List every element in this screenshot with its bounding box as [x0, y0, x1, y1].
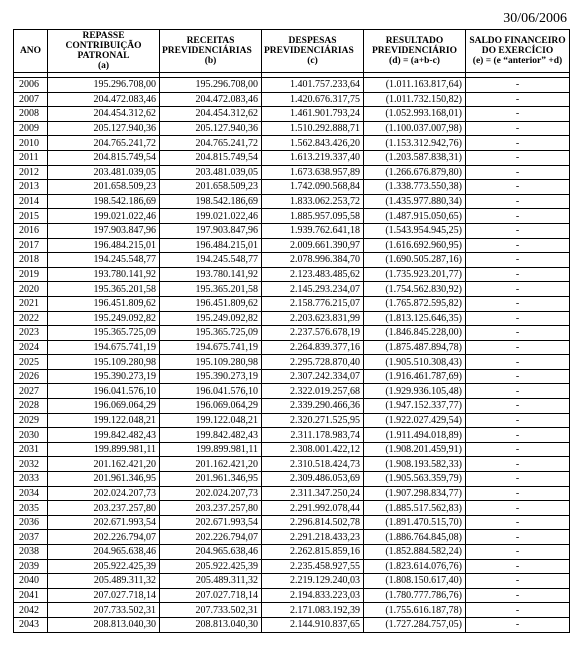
cell-receitas: 199.021.022,46: [160, 209, 262, 224]
cell-repasse: 195.390.273,19: [48, 369, 160, 384]
cell-repasse: 201.961.346,95: [48, 472, 160, 487]
cell-saldo: -: [466, 296, 570, 311]
projection-table: [13, 29, 570, 633]
header-despesas-line1: DESPESAS: [288, 36, 337, 46]
cell-repasse: 195.365.201,58: [48, 282, 160, 297]
cell-ano: 2018: [14, 253, 48, 268]
cell-saldo: -: [466, 428, 570, 443]
table-row: [14, 384, 570, 399]
header-despesas-line2: PREVIDENCIÁRIAS: [264, 46, 354, 56]
cell-receitas: 196.451.809,62: [160, 296, 262, 311]
cell-receitas: 198.542.186,69: [160, 194, 262, 209]
cell-saldo: -: [466, 267, 570, 282]
cell-despesas: 2.009.661.390,97: [262, 238, 364, 253]
cell-repasse: 203.237.257,80: [48, 501, 160, 516]
cell-despesas: 2.123.483.485,62: [262, 267, 364, 282]
cell-repasse: 195.296.708,00: [48, 78, 160, 93]
cell-resultado: (1.947.152.337,77): [364, 399, 466, 414]
cell-saldo: -: [466, 136, 570, 151]
cell-ano: 2016: [14, 223, 48, 238]
cell-repasse: 202.226.794,07: [48, 530, 160, 545]
cell-receitas: 204.815.749,54: [160, 150, 262, 165]
cell-resultado: (1.100.037.007,98): [364, 121, 466, 136]
cell-resultado: (1.543.954.945,25): [364, 223, 466, 238]
cell-resultado: (1.823.614.076,76): [364, 559, 466, 574]
table-row: [14, 603, 570, 618]
cell-resultado: (1.616.692.960,95): [364, 238, 466, 253]
cell-saldo: -: [466, 588, 570, 603]
cell-repasse: 204.765.241,72: [48, 136, 160, 151]
cell-resultado: (1.735.923.201,77): [364, 267, 466, 282]
cell-receitas: 196.069.064,29: [160, 399, 262, 414]
cell-saldo: -: [466, 384, 570, 399]
cell-resultado: (1.905.510.308,43): [364, 355, 466, 370]
cell-repasse: 204.454.312,62: [48, 107, 160, 122]
header-saldo-line3: (e) = (e “anterior” +d): [472, 56, 563, 66]
table-row: [14, 136, 570, 151]
cell-ano: 2021: [14, 296, 48, 311]
table-row: [14, 530, 570, 545]
cell-repasse: 201.162.421,20: [48, 457, 160, 472]
header-ano: ANO: [14, 30, 48, 73]
cell-saldo: -: [466, 442, 570, 457]
cell-despesas: 2.291.992.078,44: [262, 501, 364, 516]
cell-repasse: 197.903.847,96: [48, 223, 160, 238]
header-resultado-line2: PREVIDENCIÁRIO: [372, 46, 457, 56]
cell-receitas: 202.671.993,54: [160, 515, 262, 530]
table-row: [14, 150, 570, 165]
cell-despesas: 1.833.062.253,72: [262, 194, 364, 209]
cell-despesas: 1.885.957.095,58: [262, 209, 364, 224]
table-row: [14, 515, 570, 530]
cell-saldo: -: [466, 311, 570, 326]
table-row: [14, 442, 570, 457]
cell-saldo: -: [466, 180, 570, 195]
cell-despesas: 2.219.129.240,03: [262, 574, 364, 589]
cell-resultado: (1.907.298.834,77): [364, 486, 466, 501]
table-row: [14, 78, 570, 93]
cell-receitas: 201.658.509,23: [160, 180, 262, 195]
cell-receitas: 195.365.201,58: [160, 282, 262, 297]
cell-repasse: 195.249.092,82: [48, 311, 160, 326]
cell-despesas: 1.673.638.957,89: [262, 165, 364, 180]
cell-ano: 2036: [14, 515, 48, 530]
table-row: [14, 486, 570, 501]
cell-resultado: (1.908.193.582,33): [364, 457, 466, 472]
report-date: 30/06/2006: [503, 11, 567, 26]
cell-repasse: 193.780.141,92: [48, 267, 160, 282]
cell-resultado: (1.886.764.845,08): [364, 530, 466, 545]
table-row: [14, 267, 570, 282]
cell-despesas: 2.311.347.250,24: [262, 486, 364, 501]
cell-resultado: (1.891.470.515,70): [364, 515, 466, 530]
cell-resultado: (1.487.915.050,65): [364, 209, 466, 224]
header-despesas: [262, 30, 364, 73]
cell-repasse: 198.542.186,69: [48, 194, 160, 209]
cell-repasse: 196.484.215,01: [48, 238, 160, 253]
table-row: [14, 209, 570, 224]
cell-receitas: 205.489.311,32: [160, 574, 262, 589]
cell-saldo: -: [466, 253, 570, 268]
cell-ano: 2042: [14, 603, 48, 618]
cell-ano: 2040: [14, 574, 48, 589]
cell-repasse: 199.899.981,11: [48, 442, 160, 457]
table-row: [14, 369, 570, 384]
cell-repasse: 199.122.048,21: [48, 413, 160, 428]
header-saldo-line2: DO EXERCÍCIO: [481, 46, 554, 56]
cell-repasse: 199.021.022,46: [48, 209, 160, 224]
header-saldo-line1: SALDO FINANCEIRO: [469, 36, 566, 46]
cell-resultado: (1.922.027.429,54): [364, 413, 466, 428]
cell-ano: 2035: [14, 501, 48, 516]
cell-ano: 2032: [14, 457, 48, 472]
cell-repasse: 196.451.809,62: [48, 296, 160, 311]
cell-repasse: 207.027.718,14: [48, 588, 160, 603]
cell-receitas: 205.127.940,36: [160, 121, 262, 136]
cell-ano: 2033: [14, 472, 48, 487]
header-despesas-line3: (c): [307, 56, 318, 66]
table-row: [14, 92, 570, 107]
cell-repasse: 199.842.482,43: [48, 428, 160, 443]
cell-ano: 2017: [14, 238, 48, 253]
cell-despesas: 2.237.576.678,19: [262, 326, 364, 341]
cell-receitas: 207.027.718,14: [160, 588, 262, 603]
cell-saldo: -: [466, 340, 570, 355]
cell-ano: 2023: [14, 326, 48, 341]
header-resultado-line3: (d) = (a+b-c): [389, 56, 440, 66]
cell-saldo: -: [466, 617, 570, 632]
cell-resultado: (1.435.977.880,34): [364, 194, 466, 209]
cell-saldo: -: [466, 121, 570, 136]
header-repasse-line4: (a): [97, 61, 110, 71]
header-receitas-line1: RECEITAS: [186, 36, 235, 46]
header-resultado-line1: RESULTADO: [385, 36, 444, 46]
cell-receitas: 199.122.048,21: [160, 413, 262, 428]
cell-despesas: 1.510.292.888,71: [262, 121, 364, 136]
cell-saldo: -: [466, 501, 570, 516]
cell-repasse: 204.815.749,54: [48, 150, 160, 165]
cell-saldo: -: [466, 165, 570, 180]
cell-receitas: 195.296.708,00: [160, 78, 262, 93]
cell-ano: 2010: [14, 136, 48, 151]
cell-receitas: 194.675.741,19: [160, 340, 262, 355]
cell-receitas: 194.245.548,77: [160, 253, 262, 268]
cell-repasse: 204.965.638,46: [48, 545, 160, 560]
table-row: [14, 253, 570, 268]
cell-despesas: 1.461.901.793,24: [262, 107, 364, 122]
cell-receitas: 203.237.257,80: [160, 501, 262, 516]
cell-ano: 2024: [14, 340, 48, 355]
cell-despesas: 2.309.486.053,69: [262, 472, 364, 487]
cell-receitas: 207.733.502,31: [160, 603, 262, 618]
cell-saldo: -: [466, 150, 570, 165]
cell-receitas: 208.813.040,30: [160, 617, 262, 632]
cell-ano: 2022: [14, 311, 48, 326]
table-row: [14, 107, 570, 122]
table-row: [14, 472, 570, 487]
header-repasse-line3: PATRONAL: [77, 51, 130, 61]
cell-ano: 2008: [14, 107, 48, 122]
table-body: [14, 73, 570, 633]
cell-resultado: (1.808.150.617,40): [364, 574, 466, 589]
cell-ano: 2041: [14, 588, 48, 603]
table-row: [14, 165, 570, 180]
cell-despesas: 1.401.757.233,64: [262, 78, 364, 93]
cell-saldo: -: [466, 369, 570, 384]
cell-repasse: 196.041.576,10: [48, 384, 160, 399]
header-saldo: [466, 30, 570, 73]
table-row: [14, 238, 570, 253]
cell-resultado: (1.916.461.787,69): [364, 369, 466, 384]
table-row: [14, 559, 570, 574]
cell-repasse: 205.489.311,32: [48, 574, 160, 589]
cell-saldo: -: [466, 399, 570, 414]
table-row: [14, 501, 570, 516]
cell-resultado: (1.153.312.942,76): [364, 136, 466, 151]
cell-ano: 2025: [14, 355, 48, 370]
cell-receitas: 203.481.039,05: [160, 165, 262, 180]
cell-saldo: -: [466, 355, 570, 370]
cell-repasse: 195.109.280,98: [48, 355, 160, 370]
table-row: [14, 428, 570, 443]
cell-saldo: -: [466, 209, 570, 224]
cell-saldo: -: [466, 282, 570, 297]
cell-saldo: -: [466, 78, 570, 93]
cell-receitas: 193.780.141,92: [160, 267, 262, 282]
cell-despesas: 2.310.518.424,73: [262, 457, 364, 472]
cell-saldo: -: [466, 472, 570, 487]
cell-resultado: (1.908.201.459,91): [364, 442, 466, 457]
header-receitas: [160, 30, 262, 73]
cell-receitas: 196.041.576,10: [160, 384, 262, 399]
cell-saldo: -: [466, 515, 570, 530]
cell-ano: 2029: [14, 413, 48, 428]
cell-despesas: 1.420.676.317,75: [262, 92, 364, 107]
cell-ano: 2014: [14, 194, 48, 209]
cell-receitas: 195.390.273,19: [160, 369, 262, 384]
table-row: [14, 574, 570, 589]
cell-resultado: (1.203.587.838,31): [364, 150, 466, 165]
cell-ano: 2019: [14, 267, 48, 282]
cell-ano: 2020: [14, 282, 48, 297]
cell-receitas: 195.365.725,09: [160, 326, 262, 341]
cell-receitas: 195.109.280,98: [160, 355, 262, 370]
cell-resultado: (1.727.284.757,05): [364, 617, 466, 632]
cell-resultado: (1.338.773.550,38): [364, 180, 466, 195]
table-row: [14, 617, 570, 632]
table-row: [14, 413, 570, 428]
cell-saldo: -: [466, 326, 570, 341]
cell-receitas: 204.965.638,46: [160, 545, 262, 560]
cell-receitas: 201.961.346,95: [160, 472, 262, 487]
table-row: [14, 296, 570, 311]
cell-resultado: (1.813.125.646,35): [364, 311, 466, 326]
cell-despesas: 2.145.293.234,07: [262, 282, 364, 297]
cell-saldo: -: [466, 559, 570, 574]
cell-resultado: (1.929.936.105,48): [364, 384, 466, 399]
cell-receitas: 204.472.083,46: [160, 92, 262, 107]
cell-repasse: 207.733.502,31: [48, 603, 160, 618]
cell-saldo: -: [466, 457, 570, 472]
cell-receitas: 201.162.421,20: [160, 457, 262, 472]
cell-receitas: 199.842.482,43: [160, 428, 262, 443]
table-row: [14, 194, 570, 209]
cell-ano: 2031: [14, 442, 48, 457]
cell-despesas: 2.203.623.831,99: [262, 311, 364, 326]
cell-saldo: -: [466, 223, 570, 238]
cell-despesas: 2.311.178.983,74: [262, 428, 364, 443]
table-row: [14, 399, 570, 414]
cell-resultado: (1.266.676.879,80): [364, 165, 466, 180]
table-row: [14, 282, 570, 297]
cell-resultado: (1.765.872.595,82): [364, 296, 466, 311]
cell-receitas: 204.454.312,62: [160, 107, 262, 122]
cell-repasse: 194.245.548,77: [48, 253, 160, 268]
cell-receitas: 195.249.092,82: [160, 311, 262, 326]
cell-ano: 2013: [14, 180, 48, 195]
cell-saldo: -: [466, 603, 570, 618]
table-row: [14, 355, 570, 370]
cell-resultado: (1.905.563.359,79): [364, 472, 466, 487]
cell-saldo: -: [466, 545, 570, 560]
cell-ano: 2011: [14, 150, 48, 165]
table-row: [14, 223, 570, 238]
cell-repasse: 195.365.725,09: [48, 326, 160, 341]
cell-receitas: 196.484.215,01: [160, 238, 262, 253]
cell-ano: 2037: [14, 530, 48, 545]
cell-resultado: (1.690.505.287,16): [364, 253, 466, 268]
cell-ano: 2039: [14, 559, 48, 574]
cell-despesas: 1.613.219.337,40: [262, 150, 364, 165]
table-row: [14, 545, 570, 560]
cell-repasse: 208.813.040,30: [48, 617, 160, 632]
cell-saldo: -: [466, 238, 570, 253]
cell-resultado: (1.052.993.168,01): [364, 107, 466, 122]
cell-despesas: 1.742.090.568,84: [262, 180, 364, 195]
cell-despesas: 2.262.815.859,16: [262, 545, 364, 560]
header-repasse-line2: CONTRIBUIÇÃO: [65, 41, 142, 51]
cell-despesas: 2.194.833.223,03: [262, 588, 364, 603]
cell-ano: 2009: [14, 121, 48, 136]
cell-resultado: (1.875.487.894,78): [364, 340, 466, 355]
cell-despesas: 2.078.996.384,70: [262, 253, 364, 268]
cell-resultado: (1.846.845.228,00): [364, 326, 466, 341]
cell-ano: 2028: [14, 399, 48, 414]
cell-resultado: (1.011.732.150,82): [364, 92, 466, 107]
cell-ano: 2015: [14, 209, 48, 224]
cell-ano: 2006: [14, 78, 48, 93]
cell-resultado: (1.755.616.187,78): [364, 603, 466, 618]
cell-despesas: 2.295.728.870,40: [262, 355, 364, 370]
cell-resultado: (1.911.494.018,89): [364, 428, 466, 443]
cell-ano: 2030: [14, 428, 48, 443]
header-resultado: [364, 30, 466, 73]
table-row: [14, 121, 570, 136]
cell-repasse: 203.481.039,05: [48, 165, 160, 180]
cell-repasse: 202.024.207,73: [48, 486, 160, 501]
cell-saldo: -: [466, 107, 570, 122]
cell-despesas: 2.308.001.422,12: [262, 442, 364, 457]
table-row: [14, 311, 570, 326]
cell-despesas: 2.144.910.837,65: [262, 617, 364, 632]
cell-repasse: 205.922.425,39: [48, 559, 160, 574]
cell-repasse: 205.127.940,36: [48, 121, 160, 136]
cell-ano: 2034: [14, 486, 48, 501]
cell-ano: 2007: [14, 92, 48, 107]
table-row: [14, 180, 570, 195]
header-repasse: [48, 30, 160, 73]
cell-ano: 2012: [14, 165, 48, 180]
cell-despesas: 1.939.762.641,18: [262, 223, 364, 238]
cell-saldo: -: [466, 92, 570, 107]
table-header: [14, 30, 570, 73]
cell-receitas: 197.903.847,96: [160, 223, 262, 238]
cell-despesas: 2.235.458.927,55: [262, 559, 364, 574]
cell-receitas: 205.922.425,39: [160, 559, 262, 574]
cell-despesas: 2.322.019.257,68: [262, 384, 364, 399]
cell-ano: 2038: [14, 545, 48, 560]
header-repasse-line1: REPASSE: [82, 31, 125, 41]
cell-resultado: (1.885.517.562,83): [364, 501, 466, 516]
cell-repasse: 194.675.741,19: [48, 340, 160, 355]
cell-saldo: -: [466, 486, 570, 501]
cell-saldo: -: [466, 574, 570, 589]
cell-repasse: 196.069.064,29: [48, 399, 160, 414]
cell-receitas: 204.765.241,72: [160, 136, 262, 151]
cell-saldo: -: [466, 530, 570, 545]
table-row: [14, 340, 570, 355]
cell-despesas: 2.171.083.192,39: [262, 603, 364, 618]
cell-despesas: 2.158.776.215,07: [262, 296, 364, 311]
table-row: [14, 326, 570, 341]
table-row: [14, 588, 570, 603]
cell-receitas: 199.899.981,11: [160, 442, 262, 457]
cell-despesas: 2.320.271.525,95: [262, 413, 364, 428]
cell-resultado: (1.852.884.582,24): [364, 545, 466, 560]
cell-repasse: 202.671.993,54: [48, 515, 160, 530]
header-receitas-line3: (b): [204, 56, 217, 66]
cell-receitas: 202.024.207,73: [160, 486, 262, 501]
cell-repasse: 204.472.083,46: [48, 92, 160, 107]
cell-despesas: 2.264.839.377,16: [262, 340, 364, 355]
cell-ano: 2026: [14, 369, 48, 384]
cell-ano: 2043: [14, 617, 48, 632]
header-receitas-line2: PREVIDENCIÁRIAS: [162, 46, 252, 56]
cell-saldo: -: [466, 413, 570, 428]
cell-despesas: 1.562.843.426,20: [262, 136, 364, 151]
cell-despesas: 2.307.242.334,07: [262, 369, 364, 384]
cell-despesas: 2.291.218.433,23: [262, 530, 364, 545]
table-row: [14, 457, 570, 472]
cell-saldo: -: [466, 194, 570, 209]
cell-receitas: 202.226.794,07: [160, 530, 262, 545]
cell-resultado: (1.011.163.817,64): [364, 78, 466, 93]
cell-resultado: (1.780.777.786,76): [364, 588, 466, 603]
cell-resultado: (1.754.562.830,92): [364, 282, 466, 297]
cell-despesas: 2.339.290.466,36: [262, 399, 364, 414]
cell-ano: 2027: [14, 384, 48, 399]
cell-repasse: 201.658.509,23: [48, 180, 160, 195]
cell-despesas: 2.296.814.502,78: [262, 515, 364, 530]
